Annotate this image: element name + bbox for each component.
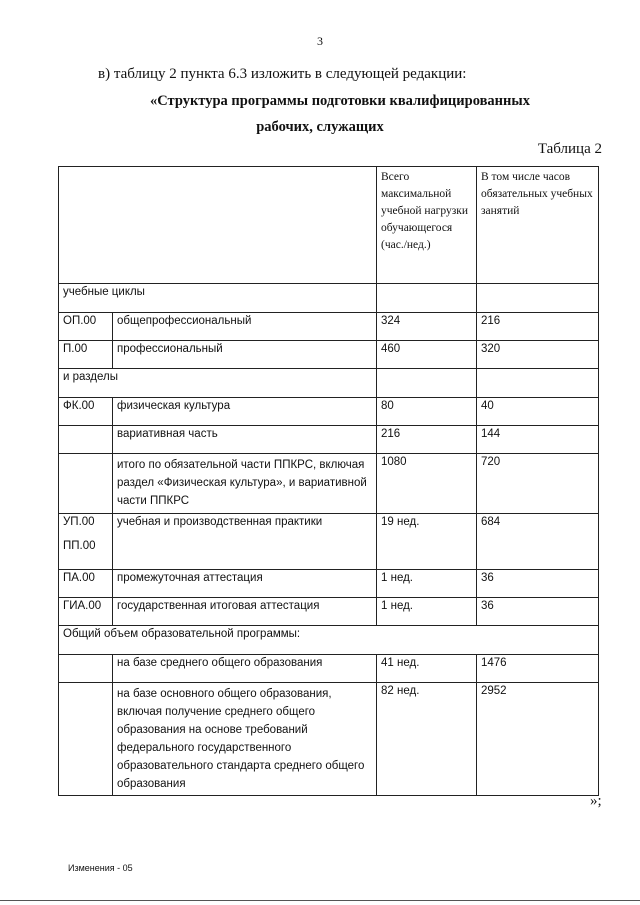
row-mandatory: 2952 [477,683,599,796]
table-row [59,398,599,426]
table-row [59,454,599,514]
table-row [59,341,599,369]
table-heading-line2: рабочих, служащих [256,119,384,135]
table-row [59,514,599,570]
section-label: и разделы [59,369,377,398]
table-row [59,683,599,796]
row-code [59,514,113,570]
row-code-secondary: ПП.00 [63,540,96,552]
row-code: ПА.00 [59,570,113,598]
row-code [59,655,113,683]
row-name: итого по обязательной части ППКРС, включая раздел «Физическая культура», и вариативной части ППКРС [113,454,377,514]
section-label: учебные циклы [59,284,377,313]
row-code: ФК.00 [59,398,113,426]
row-mandatory: 684 [477,514,599,570]
footer-note: Изменения - 05 [68,863,133,873]
row-mandatory: 1476 [477,655,599,683]
row-code: ОП.00 [59,313,113,341]
table-header-row [59,167,599,284]
row-total: 460 [377,341,477,369]
row-code [59,426,113,454]
row-name: общепрофессиональный [113,313,377,341]
header-total-hours: Всего максимальной учебной нагрузки обучающегося (час./нед.) [377,167,477,284]
header-mandatory-hours: В том числе часов обязательных учебных занятий [477,167,599,284]
table-row [59,570,599,598]
row-mandatory: 720 [477,454,599,514]
section-label: Общий объем образовательной программы: [59,626,599,655]
scan-edge-line [0,900,640,901]
row-name: на базе основного общего образования, включая получение среднего общего образования на основе требований федерального государственного образовательного стандарта среднего общего образования [113,683,377,796]
row-name: учебная и производственная практики [113,514,377,570]
row-name: вариативная часть [113,426,377,454]
table-row [59,598,599,626]
intro-text: в) таблицу 2 пункта 6.3 изложить в следующей редакции: [98,66,467,82]
row-mandatory: 216 [477,313,599,341]
table-caption: Таблица 2 [537,141,602,157]
row-mandatory: 320 [477,341,599,369]
row-code [59,683,113,796]
row-total: 324 [377,313,477,341]
section-row-total-volume [59,626,599,655]
row-total: 1 нед. [377,598,477,626]
row-mandatory: 36 [477,598,599,626]
row-code [59,454,113,514]
program-structure-table [58,166,599,796]
table-row [59,655,599,683]
row-code-primary: УП.00 [63,516,95,528]
row-name: физическая культура [113,398,377,426]
row-total: 19 нед. [377,514,477,570]
row-total: 41 нед. [377,655,477,683]
row-code: П.00 [59,341,113,369]
row-name: профессиональный [113,341,377,369]
row-code: ГИА.00 [59,598,113,626]
row-mandatory: 36 [477,570,599,598]
table-heading-line1: «Структура программы подготовки квалифицированных [150,93,530,109]
header-empty-cell [59,167,377,284]
row-name: на базе среднего общего образования [113,655,377,683]
closing-quote: »; [590,793,602,809]
row-name: государственная итоговая аттестация [113,598,377,626]
row-name: промежуточная аттестация [113,570,377,598]
section-row-cycles [59,284,599,313]
row-mandatory: 40 [477,398,599,426]
row-total: 80 [377,398,477,426]
row-mandatory: 144 [477,426,599,454]
row-total: 1 нед. [377,570,477,598]
page-number: 3 [317,34,323,48]
table-row [59,313,599,341]
section-row-sections [59,369,599,398]
row-total: 1080 [377,454,477,514]
table-row [59,426,599,454]
row-total: 82 нед. [377,683,477,796]
row-total: 216 [377,426,477,454]
